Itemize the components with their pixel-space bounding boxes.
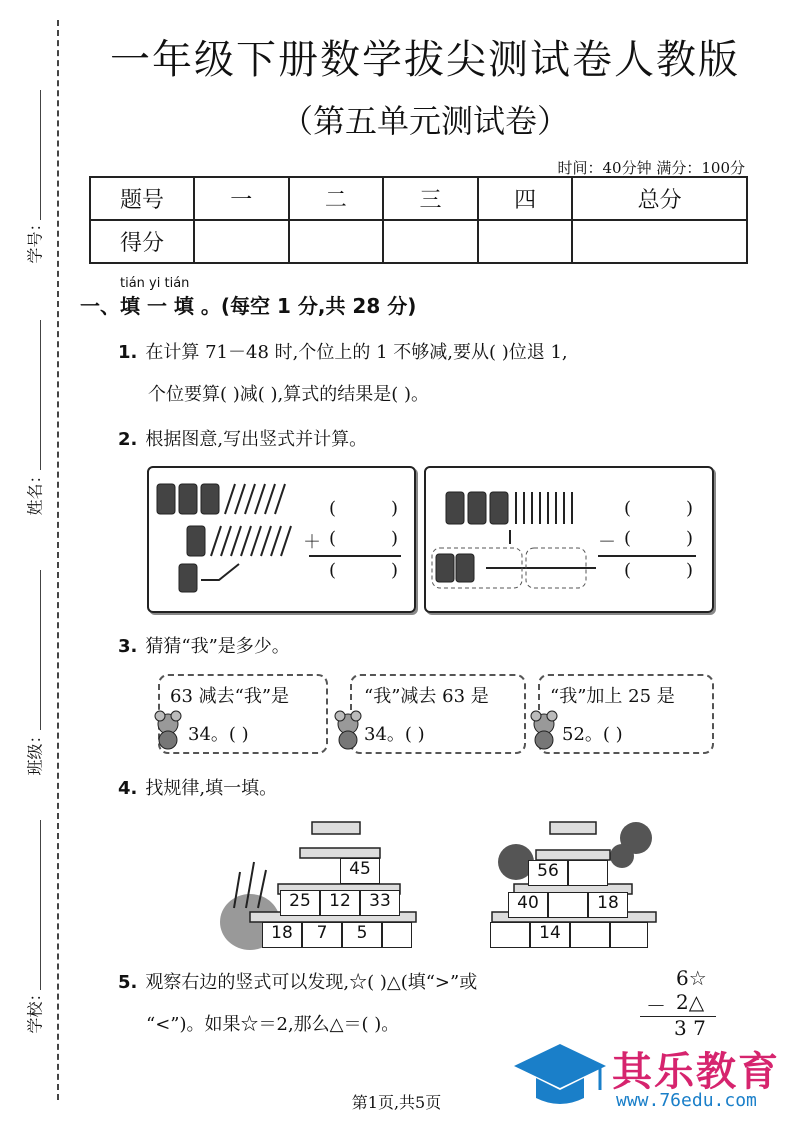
guess-box <box>538 674 714 754</box>
question-number: 3. <box>118 636 138 657</box>
question-4 <box>118 774 277 800</box>
question-number: 5. <box>118 972 138 993</box>
pyramid-cell[interactable]: 7 <box>302 922 342 948</box>
guess-text: 34。( ) <box>188 724 249 745</box>
pyramid-cell[interactable]: 45 <box>340 858 380 884</box>
vertical-minus: － <box>646 994 666 1018</box>
guess-text: 34。( ) <box>364 724 425 745</box>
plus-sign: ＋ <box>303 532 321 553</box>
vertical-top: 6☆ <box>676 966 707 990</box>
pyramid-cell[interactable]: 12 <box>320 890 360 916</box>
question-3 <box>118 632 290 658</box>
question-1-line2: 个位要算( )减( ),算式的结果是( )。 <box>148 384 430 405</box>
time-info: 时间：40分钟 满分：100分 <box>557 159 745 177</box>
question-text: 找规律,填一填。 <box>145 778 278 799</box>
pyramid-cell[interactable]: 14 <box>530 922 570 948</box>
guess-box <box>158 674 328 754</box>
section-heading: 一、填 一 填 。(每空 1 分,共 28 分) <box>80 294 417 318</box>
pyramid-cell[interactable]: 40 <box>508 892 548 918</box>
guess-text: 52。( ) <box>562 724 623 745</box>
score-input-cell[interactable] <box>572 220 747 263</box>
question-5-line1 <box>118 968 477 994</box>
score-input-cell[interactable] <box>383 220 478 263</box>
score-header-cell: 四 <box>478 177 573 220</box>
bundle-sticks-icon <box>426 468 712 611</box>
binding-dashed-line <box>57 20 59 1100</box>
pyramid-cell[interactable]: 33 <box>360 890 400 916</box>
id-line <box>40 90 41 220</box>
score-row-label: 得分 <box>90 220 194 263</box>
mouse-icon <box>330 710 366 750</box>
pyramid-cell[interactable] <box>610 922 648 948</box>
score-header-cell: 一 <box>194 177 289 220</box>
name-label: 姓名： <box>25 467 45 516</box>
score-table <box>89 176 748 264</box>
question-text: 观察右边的竖式可以发现,☆( )△(填“>”或 <box>145 972 478 993</box>
question-number: 2. <box>118 429 138 450</box>
section-pinyin: tián yi tián <box>120 276 190 291</box>
id-label: 学号： <box>25 215 45 264</box>
pyramid-cell[interactable] <box>568 860 608 886</box>
pyramid-cell[interactable] <box>548 892 588 918</box>
pyramid-cell[interactable]: 18 <box>262 922 302 948</box>
bundle-sticks-icon <box>149 468 414 611</box>
pyramid-cell[interactable]: 18 <box>588 892 628 918</box>
pyramid-cell[interactable] <box>382 922 412 948</box>
pyramid-cell[interactable]: 5 <box>342 922 382 948</box>
pyramid-cell[interactable]: 25 <box>280 890 320 916</box>
question-number: 4. <box>118 778 138 799</box>
question-5-line2: “<”)。如果☆＝2,那么△＝( )。 <box>146 1014 400 1035</box>
guess-text: “我”加上 25 是 <box>550 686 675 707</box>
score-input-cell[interactable] <box>194 220 289 263</box>
guess-text: “我”减去 63 是 <box>364 686 489 707</box>
guess-box <box>350 674 526 754</box>
minus-sign: － <box>598 532 616 553</box>
bundle-picture-left: ( ) ＋ ( ) ( ) <box>147 466 416 613</box>
school-label: 学校： <box>25 985 45 1034</box>
page-title: 一年级下册数学拔尖测试卷人教版 <box>110 37 740 83</box>
mouse-icon <box>526 710 562 750</box>
vertical-mid: 2△ <box>676 990 705 1014</box>
score-input-cell[interactable] <box>289 220 384 263</box>
school-line <box>40 820 41 990</box>
question-1-line1 <box>118 338 568 364</box>
page-subtitle: （第五单元测试卷） <box>280 102 569 140</box>
class-line <box>40 570 41 730</box>
score-input-cell[interactable] <box>478 220 573 263</box>
question-text: 猜猜“我”是多少。 <box>145 636 290 657</box>
class-label: 班级： <box>25 727 45 776</box>
score-header-cell: 总分 <box>572 177 747 220</box>
name-line <box>40 320 41 470</box>
score-header-cell: 题号 <box>90 177 194 220</box>
guess-text: 63 减去“我”是 <box>170 686 290 707</box>
logo-url: www.76edu.com <box>616 1090 757 1111</box>
score-header-cell: 二 <box>289 177 384 220</box>
page-footer: 第1页,共5页 <box>351 1093 442 1112</box>
pyramid-cell[interactable] <box>490 922 530 948</box>
pyramid-cell[interactable]: 56 <box>528 860 568 886</box>
question-number: 1. <box>118 342 138 363</box>
pyramid-cell[interactable] <box>570 922 610 948</box>
score-header-cell: 三 <box>383 177 478 220</box>
logo-name: 其乐教育 <box>612 1049 780 1095</box>
question-2 <box>118 425 367 451</box>
vertical-result: 3 7 <box>674 1016 706 1040</box>
mouse-icon <box>150 710 186 750</box>
bundle-picture-right: ( ) － ( ) ( ) <box>424 466 714 613</box>
question-text: 根据图意,写出竖式并计算。 <box>145 429 368 450</box>
question-text: 在计算 71－48 时,个位上的 1 不够减,要从( )位退 1, <box>145 342 568 363</box>
